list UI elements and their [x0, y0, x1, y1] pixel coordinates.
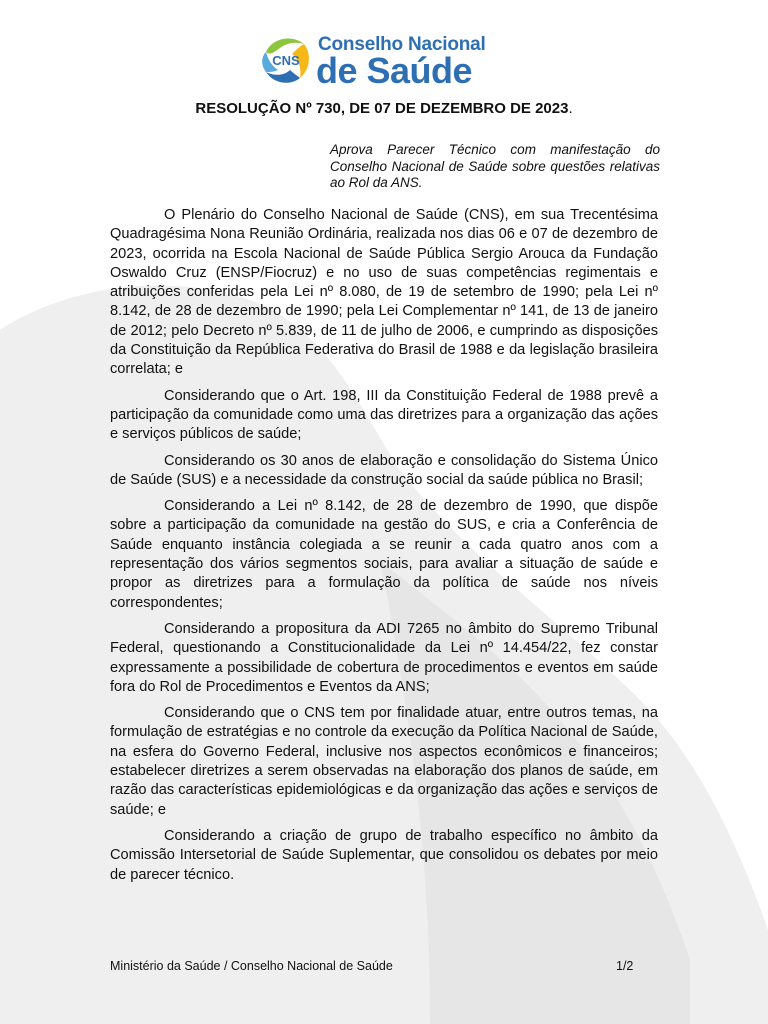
paragraph: Considerando que o Art. 198, III da Constituição Federal de 1988 prevê a participação da comunidade como uma das diretrizes para a organização das ações e serviços públicos de saúde;	[110, 387, 658, 443]
footer-organization: Ministério da Saúde / Conselho Nacional de Saúde	[110, 959, 393, 973]
resolution-title-suffix: .	[568, 100, 573, 117]
cns-badge-text: CNS	[272, 53, 300, 68]
ementa: Aprova Parecer Técnico com manifestação do Conselho Nacional de Saúde sobre questões relativas ao Rol da ANS.	[330, 142, 660, 190]
paragraph: Considerando a criação de grupo de trabalho específico no âmbito da Comissão Intersetorial de Saúde Suplementar, que consolidou os debates por meio de parecer técnico.	[110, 827, 658, 883]
paragraph: Considerando que o CNS tem por finalidade atuar, entre outros temas, na formulação de estratégias e no controle da execução da Política Nacional de Saúde, na esfera do Governo Federal, inclusive nos aspectos econômicos e financeiros; estabelecer diretrizes a serem observadas na elaboração dos planos de saúde, em razão das características epidemiológicas e da organização das ações e serviços de saúde; e	[110, 705, 658, 818]
document-body	[110, 206, 658, 892]
paragraph: O Plenário do Conselho Nacional de Saúde (CNS), em sua Trecentésima Quadragésima Nona Reunião Ordinária, realizada nos dias 06 e 07 de dezembro de 2023, ocorrida na Escola Nacional de Saúde Pública Sergio Arouca da Fundação Oswaldo Cruz (ENSP/Fiocruz) e no uso de suas competências regimentais e atribuições conferidas pela Lei nº 8.080, de 19 de setembro de 1990; pela Lei nº 8.142, de 28 de dezembro de 1990; pela Lei Complementar nº 141, de 13 de janeiro de 2012; pelo Decreto nº 5.839, de 11 de julho de 2006, e cumprindo as disposições da Constituição da República Federativa do Brasil de 1988 e da legislação brasileira correlata; e	[110, 207, 658, 378]
cns-logo	[258, 30, 498, 94]
paragraph: Considerando os 30 anos de elaboração e consolidação do Sistema Único de Saúde (SUS) e a necessidade da construção social da saúde pública no Brasil;	[110, 452, 658, 488]
resolution-title-main: RESOLUÇÃO Nº 730, DE 07 DE DEZEMBRO DE 2023	[195, 100, 569, 117]
paragraph: Considerando a propositura da ADI 7265 no âmbito do Supremo Tribunal Federal, questionando a Constitucionalidade da Lei nº 14.454/22, fez constar expressamente a possibilidade de cobertura de procedimentos e eventos em saúde fora do Rol de Procedimentos e Eventos da ANS;	[110, 620, 658, 695]
cns-globe-icon	[258, 30, 314, 90]
paragraph: Considerando a Lei nº 8.142, de 28 de dezembro de 1990, que dispõe sobre a participação da comunidade na gestão do SUS, e cria a Conferência de Saúde enquanto instância colegiada a se reunir a cada quatro anos com a representação dos vários segmentos sociais, para avaliar a situação de saúde e propor as diretrizes para a formulação da política de saúde nos níveis correspondentes;	[110, 498, 658, 611]
resolution-title	[0, 100, 768, 117]
logo-text-line1: Conselho Nacional	[318, 34, 486, 55]
logo-text-line2: de Saúde	[316, 50, 473, 91]
page-number: 1/2	[616, 959, 634, 973]
